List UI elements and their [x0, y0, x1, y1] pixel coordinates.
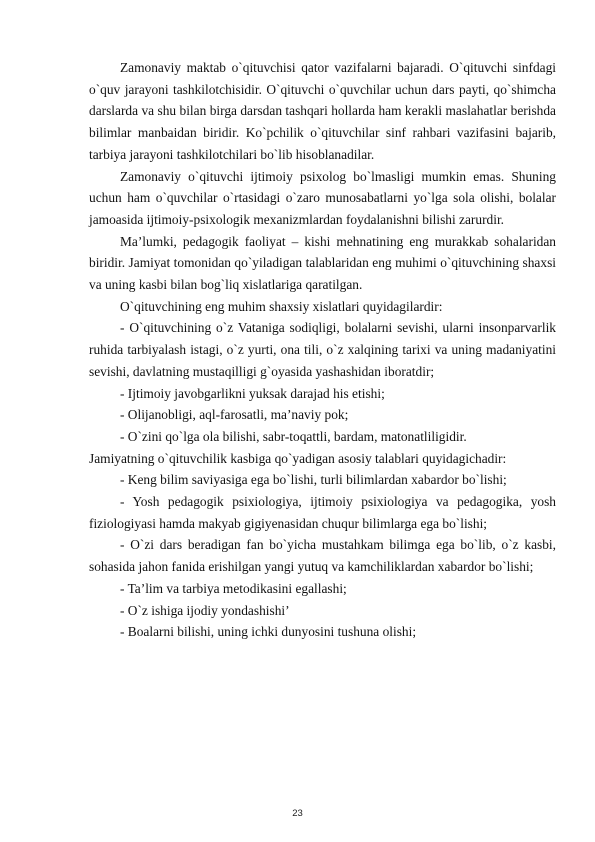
- list-item-8: - Ta’lim va tarbiya metodikasini egallashi;: [120, 580, 347, 596]
- paragraph-1: Zamonaviy maktab o`qituvchisi qator vazifalarni bajaradi. O`qituvchi sinfdagi o`quv jarayoni tashkilotchisidir. O`qituvchi o`quvchilar uchun dars payti, qo`shimcha darslarda va shu bilan birga darsdan tashqari hollarda ham kerakli maslahatlar berishda bilimlar manbaidan biridir. Ko`pchilik o`qituvchilar sinf rahbari vazifasini bajarib, tarbiya jarayoni tashkilotchilari bo`lib hisoblanadilar.: [89, 60, 556, 162]
- list-item-1: - O`qituvchining o`z Vataniga sodiqligi, bolalarni sevishi, ularni insonparvarlik ruhida tarbiyalash istagi, o`z yurti, ona tili, o`z xalqining tarixi va uning madaniyatini sevishi, davlatning mustaqilligi g`oyasida yashashidan iboratdir;: [89, 320, 556, 379]
- page-number: 23: [292, 808, 303, 819]
- paragraph-4: O`qituvchining eng muhim shaxsiy xislatlari quyidagilardir:: [120, 298, 443, 314]
- list-item-10: - Boalarni bilishi, uning ichki dunyosini tushuna olishi;: [120, 624, 417, 640]
- list-item-4: - O`zini qo`lga ola bilishi, sabr-toqattli, bardam, matonatliligidir.: [120, 428, 467, 444]
- list-item-5: - Keng bilim saviyasiga ega bo`lishi, turli bilimlardan xabardor bo`lishi;: [120, 472, 507, 488]
- document-body: [89, 57, 556, 643]
- list-item-9: - O`z ishiga ijodiy yondashishi’: [120, 602, 290, 618]
- paragraph-5: Jamiyatning o`qituvchilik kasbiga qo`yadigan asosiy talablari quyidagichadir:: [89, 450, 507, 466]
- list-item-3: - Olijanobligi, aql-farosatli, ma’naviy pok;: [120, 407, 349, 423]
- list-item-6: - Yosh pedagogik psixiologiya, ijtimoiy psixiologiya va pedagogika, yosh fiziologiyasi hamda makyab gigiyenasidan chuqur bilimlarga ega bo`lishi;: [89, 494, 556, 531]
- list-item-7: - O`zi dars beradigan fan bo`yicha mustahkam bilimga ega bo`lib, o`z kasbi, sohasida jahon fanida erishilgan yangi yutuq va kamchiliklardan xabardor bo`lishi;: [89, 537, 556, 575]
- paragraph-3: Ma’lumki, pedagogik faoliyat – kishi mehnatining eng murakkab sohalaridan biridir. Jamiyat tomonidan qo`yiladigan talablaridan eng muhimi o`qituvchining shaxsi va uning kasbi bilan bog`liq xislatlariga qaratilgan.: [89, 233, 556, 293]
- paragraph-2: Zamonaviy o`qituvchi ijtimoiy psixolog bo`lmasligi mumkin emas. Shuning uchun ham o`quvchilar o`rtasidagi o`zaro munosabatlarni yo`lga sola olishi, bolalar jamoasida ijtimoiy-psixologik mexanizmlardan foydalanishni bilishi zarurdir.: [89, 168, 556, 227]
- list-item-2: - Ijtimoiy javobgarlikni yuksak darajad his etishi;: [120, 385, 385, 401]
